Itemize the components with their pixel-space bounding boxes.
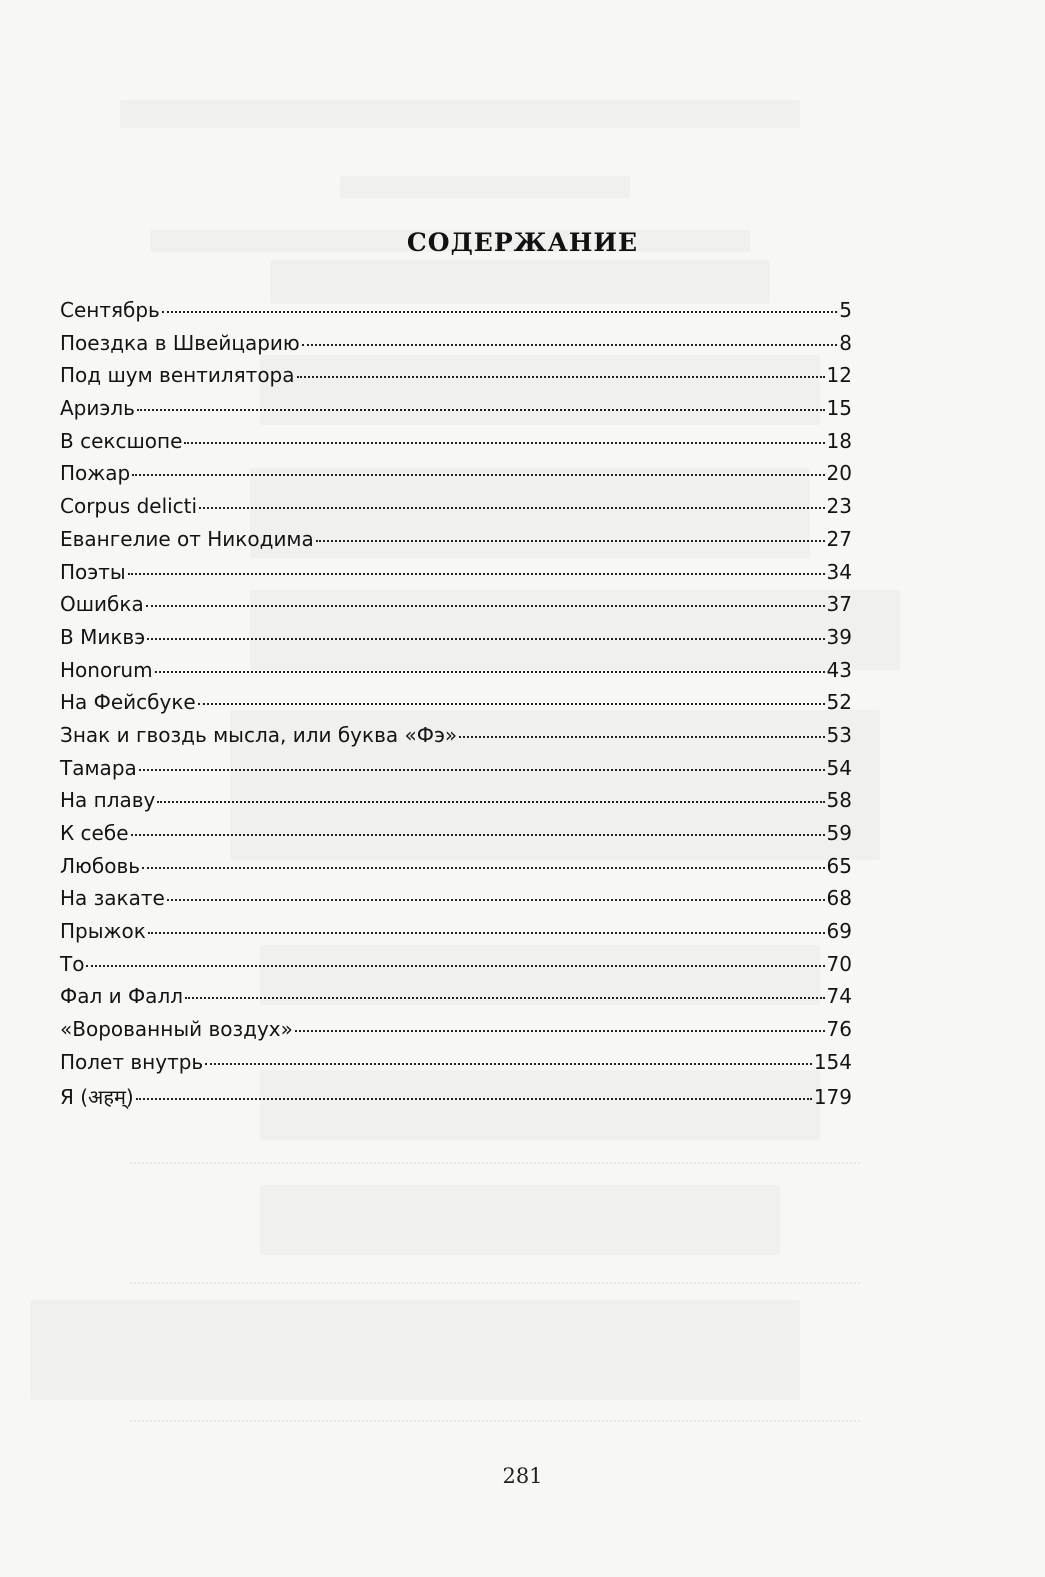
toc-entry — [60, 1050, 852, 1083]
toc-entry — [60, 298, 852, 331]
dot-leader — [297, 376, 825, 378]
toc-entry — [60, 429, 852, 462]
toc-entry — [60, 527, 852, 560]
dot-leader — [459, 736, 824, 738]
dot-leader — [86, 965, 824, 967]
toc-entry-page: 27 — [826, 526, 852, 551]
toc-entry-title: Пожар — [60, 461, 131, 486]
toc-entry-page: 18 — [826, 428, 852, 453]
toc-entry-page: 52 — [826, 690, 852, 715]
dot-leader — [139, 769, 825, 771]
toc-entry-page: 34 — [826, 559, 852, 584]
toc-entry — [60, 788, 852, 821]
toc-entry — [60, 1017, 852, 1050]
toc-entry — [60, 821, 852, 854]
toc-entry-page: 74 — [826, 984, 852, 1009]
toc-entry-title: В сексшопе — [60, 428, 183, 453]
toc-entry-title: Фал и Фалл — [60, 984, 184, 1009]
dot-leader — [136, 1098, 812, 1100]
toc-entry-title: Знак и гвоздь мысла, или буква «Фэ» — [60, 722, 458, 747]
dot-leader — [131, 834, 825, 836]
toc-entry — [60, 331, 852, 364]
toc-entry-page: 53 — [826, 722, 852, 747]
toc-entry-page: 68 — [826, 886, 852, 911]
toc-entry-title: Ошибка — [60, 592, 144, 617]
toc-entry-page: 5 — [839, 298, 852, 322]
toc-entry-page: 58 — [826, 788, 852, 813]
dot-leader — [316, 540, 825, 542]
toc-entry — [60, 723, 852, 756]
dot-leader — [137, 409, 825, 411]
dot-leader — [128, 573, 825, 575]
toc-entry-title: Сентябрь — [60, 298, 160, 322]
page-title: СОДЕРЖАНИЕ — [406, 228, 639, 257]
toc-entry-title: Ариэль — [60, 396, 135, 421]
toc-entry-title: Под шум вентилятора — [60, 363, 295, 388]
toc-entry — [60, 625, 852, 658]
toc-entry — [60, 658, 852, 691]
toc-entry-page: 65 — [826, 853, 852, 878]
dot-leader — [132, 474, 824, 476]
toc-entry-title: На плаву — [60, 788, 156, 813]
toc-entry-title: Honorum — [60, 657, 153, 682]
toc-entry — [60, 1083, 852, 1116]
dot-leader — [148, 932, 825, 934]
toc-entry-title: Тамара — [60, 755, 137, 780]
dot-leader — [162, 311, 837, 313]
toc-entry-title: Полет внутрь — [60, 1049, 204, 1074]
toc-entry-page: 37 — [826, 592, 852, 617]
dot-leader — [147, 638, 824, 640]
toc-entry-page: 15 — [826, 396, 852, 421]
toc-entry — [60, 919, 852, 952]
toc-entry-title: «Ворованный воздух» — [60, 1017, 293, 1042]
toc-entry — [60, 461, 852, 494]
toc-entry — [60, 363, 852, 396]
dot-leader — [146, 605, 825, 607]
toc-entry-title: Corpus delicti — [60, 494, 198, 519]
toc-entry-page: 76 — [826, 1017, 852, 1042]
dot-leader — [302, 344, 838, 346]
toc-entry-page: 23 — [826, 494, 852, 519]
toc-entry-page: 179 — [813, 1084, 852, 1109]
toc-entry-page: 39 — [826, 624, 852, 649]
dot-leader — [295, 1030, 825, 1032]
toc-entry-title: Евангелие от Никодима — [60, 526, 314, 551]
toc-entry-title: Поездка в Швейцарию — [60, 330, 300, 355]
toc-entry-title: Поэты — [60, 559, 126, 584]
toc-entry — [60, 984, 852, 1017]
toc-entry — [60, 592, 852, 625]
toc-entry — [60, 560, 852, 593]
toc-entry-page: 20 — [826, 461, 852, 486]
toc-entry-page: 70 — [826, 951, 852, 976]
toc-entry-page: 54 — [826, 755, 852, 780]
dot-leader — [205, 1063, 812, 1065]
dot-leader — [199, 507, 824, 509]
toc-entry-title: Прыжок — [60, 919, 146, 944]
toc-entry — [60, 952, 852, 985]
toc-entry-title: К себе — [60, 821, 129, 845]
toc-entry-title: На закате — [60, 886, 165, 911]
toc-entry — [60, 854, 852, 887]
table-of-contents — [60, 298, 852, 1115]
toc-entry-title: На Фейсбуке — [60, 690, 196, 715]
dot-leader — [142, 867, 825, 869]
toc-entry-page: 154 — [813, 1049, 852, 1074]
toc-entry-page: 8 — [839, 330, 852, 355]
toc-entry — [60, 494, 852, 527]
toc-entry-title: В Миквэ — [60, 624, 146, 649]
dot-leader — [155, 671, 825, 673]
toc-entry-title: То — [60, 951, 85, 976]
toc-entry — [60, 756, 852, 789]
toc-entry-page: 59 — [826, 821, 852, 845]
toc-entry-page: 12 — [826, 363, 852, 388]
toc-entry-page: 43 — [826, 657, 852, 682]
toc-entry — [60, 690, 852, 723]
dot-leader — [198, 703, 825, 705]
dot-leader — [185, 997, 825, 999]
dot-leader — [157, 801, 824, 803]
toc-entry-page: 69 — [826, 919, 852, 944]
toc-entry-title: Любовь — [60, 853, 141, 878]
dot-leader — [184, 442, 824, 444]
toc-entry-title: Я (अहम्) — [60, 1084, 134, 1109]
toc-entry — [60, 886, 852, 919]
page-number: 281 — [502, 1464, 543, 1488]
toc-entry — [60, 396, 852, 429]
dot-leader — [167, 899, 825, 901]
